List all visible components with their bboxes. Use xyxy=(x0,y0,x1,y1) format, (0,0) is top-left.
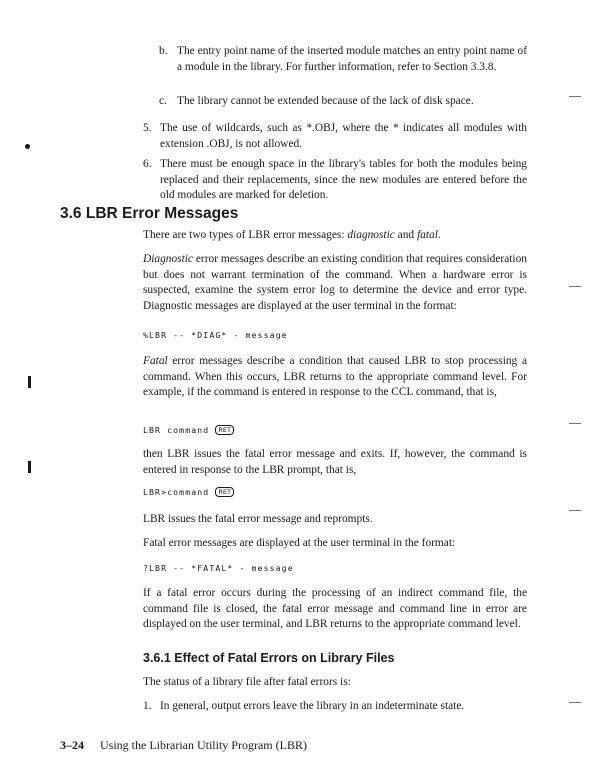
list-text: The use of wildcards, such as *.OBJ, where the * indicates all modules with extension .OBJ, is not allowed. xyxy=(160,122,527,150)
page-footer xyxy=(60,737,307,753)
list-text: The library cannot be extended because of the lack of disk space. xyxy=(177,95,474,107)
list-label: 6. xyxy=(143,158,152,170)
fatal-format: ?LBR -- *FATAL* - message xyxy=(143,563,294,573)
change-bar xyxy=(28,461,31,473)
margin-mark xyxy=(569,702,581,703)
intro-paragraph: There are two types of LBR error messages: diagnostic and fatal. xyxy=(143,229,441,241)
return-key-icon: RET xyxy=(215,425,234,435)
list-label: 5. xyxy=(143,122,152,134)
fatal-display-paragraph: Fatal error messages are displayed at the user terminal in the format: xyxy=(143,537,456,549)
return-key-icon: RET xyxy=(215,487,234,497)
change-bar xyxy=(28,376,31,388)
diagnostic-paragraph: Diagnostic error messages describe an existing condition that requires consideration but does not warrant termination of the command. When a hardware error is suspected, examine the system error log to determine the device and error type. Diagnostic messages are displayed at the user terminal in the format: xyxy=(143,253,527,312)
indirect-paragraph: If a fatal error occurs during the processing of an indirect command file, the command file is closed, the fatal error message and command line in error are displayed on the user terminal, and LBR returns to the appropriate command level. xyxy=(143,587,527,630)
fatal-paragraph: Fatal error messages describe a condition that caused LBR to stop processing a command. When this occurs, LBR returns to the appropriate command level. For example, if the command is entered in response to the CCL command, that is, xyxy=(143,355,527,398)
list-text: There must be enough space in the library's tables for both the modules being replaced and their replacements, since the new modules are entered before the old modules are marked for deletion. xyxy=(160,158,527,201)
reprompt-paragraph: LBR issues the fatal error message and reprompts. xyxy=(143,513,373,525)
then-paragraph: then LBR issues the fatal error message and exits. If, however, the command is entered in response to the LBR prompt, that is, xyxy=(143,448,527,476)
list-label: c. xyxy=(159,95,167,107)
list-label: 1. xyxy=(143,700,152,712)
ccl-example: LBR command RET xyxy=(143,425,234,436)
page-number: 3–24 xyxy=(60,738,84,752)
list-text: In general, output errors leave the library in an indeterminate state. xyxy=(160,700,465,712)
subsection-heading: 3.6.1 Effect of Fatal Errors on Library Files xyxy=(143,651,395,665)
section-heading: 3.6 LBR Error Messages xyxy=(60,205,239,222)
footer-title: Using the Librarian Utility Program (LBR) xyxy=(100,738,307,752)
margin-mark xyxy=(569,286,581,287)
list-label: b. xyxy=(159,45,168,57)
diagnostic-format: %LBR -- *DIAG* - message xyxy=(143,330,288,340)
margin-mark xyxy=(569,510,581,511)
status-paragraph: The status of a library file after fatal errors is: xyxy=(143,676,351,688)
list-text: The entry point name of the inserted module matches an entry point name of a module in the library. For further information, refer to Section 3.3.8. xyxy=(177,45,527,73)
margin-mark xyxy=(569,423,581,424)
margin-dot xyxy=(25,144,30,149)
margin-mark xyxy=(569,96,581,97)
prompt-example: LBR>command RET xyxy=(143,487,234,498)
